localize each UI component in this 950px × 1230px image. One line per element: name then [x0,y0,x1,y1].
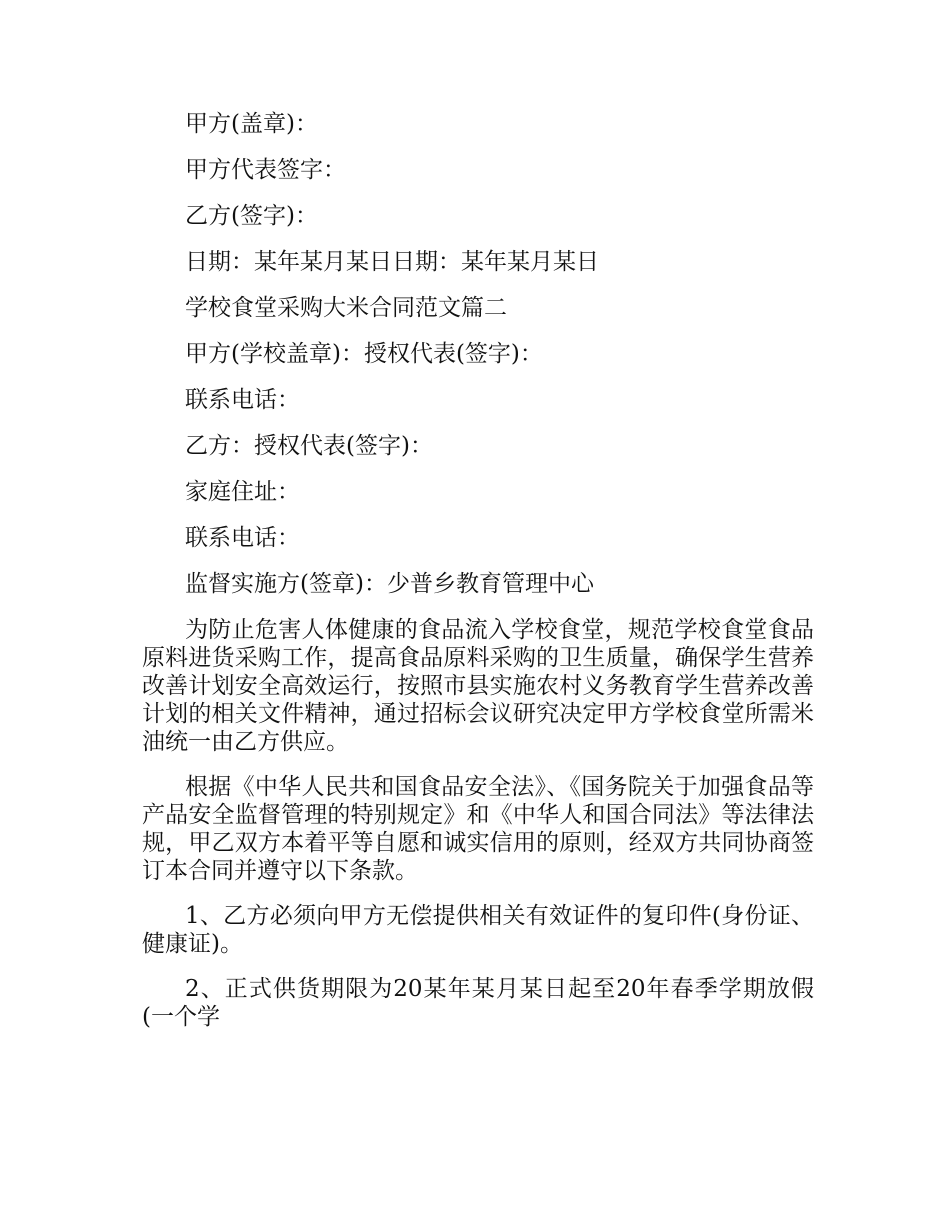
purpose-paragraph: 为防止危害人体健康的食品流入学校食堂，规范学校食堂食品原料进货采购工作，提高食品原料采购的卫生质量，确保学生营养改善计划安全高效运行，按照市县实施农村义务教育学生营养改善计划的相关文件精神，通过招标会议研究决定甲方学校食堂所需米油统一由乙方供应。 [142,617,814,755]
party-b-signature-line: 乙方(签字)： [185,203,318,229]
document-body [142,110,814,1048]
clause-2-paragraph: 2、正式供货期限为20某年某月某日起至20年春季学期放假(一个学 [142,976,814,1030]
party-b-representative-line: 乙方：授权代表(签字)： [185,433,433,459]
legal-basis-paragraph: 根据《中华人民共和国食品安全法》、《国务院关于加强食品等产品安全监督管理的特别规定》和《中华人和国合同法》等法律法规，甲乙双方本着平等自愿和诚实信用的原则，经双方共同协商签订本合同并遵守以下条款。 [142,774,814,884]
party-a-representative-signature-line: 甲方代表签字： [185,157,346,183]
party-a-phone-line: 联系电话： [185,387,300,413]
section-title: 学校食堂采购大米合同范文篇二 [185,295,507,321]
date-line: 日期：某年某月某日日期：某年某月某日 [185,249,599,275]
clause-1-paragraph: 1、乙方必须向甲方无偿提供相关有效证件的复印件(身份证、健康证)。 [142,903,814,957]
party-a-school-seal-line: 甲方(学校盖章)：授权代表(签字)： [185,341,543,367]
party-a-seal-line: 甲方(盖章)： [185,111,318,137]
home-address-line: 家庭住址： [185,479,300,505]
supervisor-line: 监督实施方(签章)：少普乡教育管理中心 [185,571,594,597]
party-b-phone-line: 联系电话： [185,525,300,551]
